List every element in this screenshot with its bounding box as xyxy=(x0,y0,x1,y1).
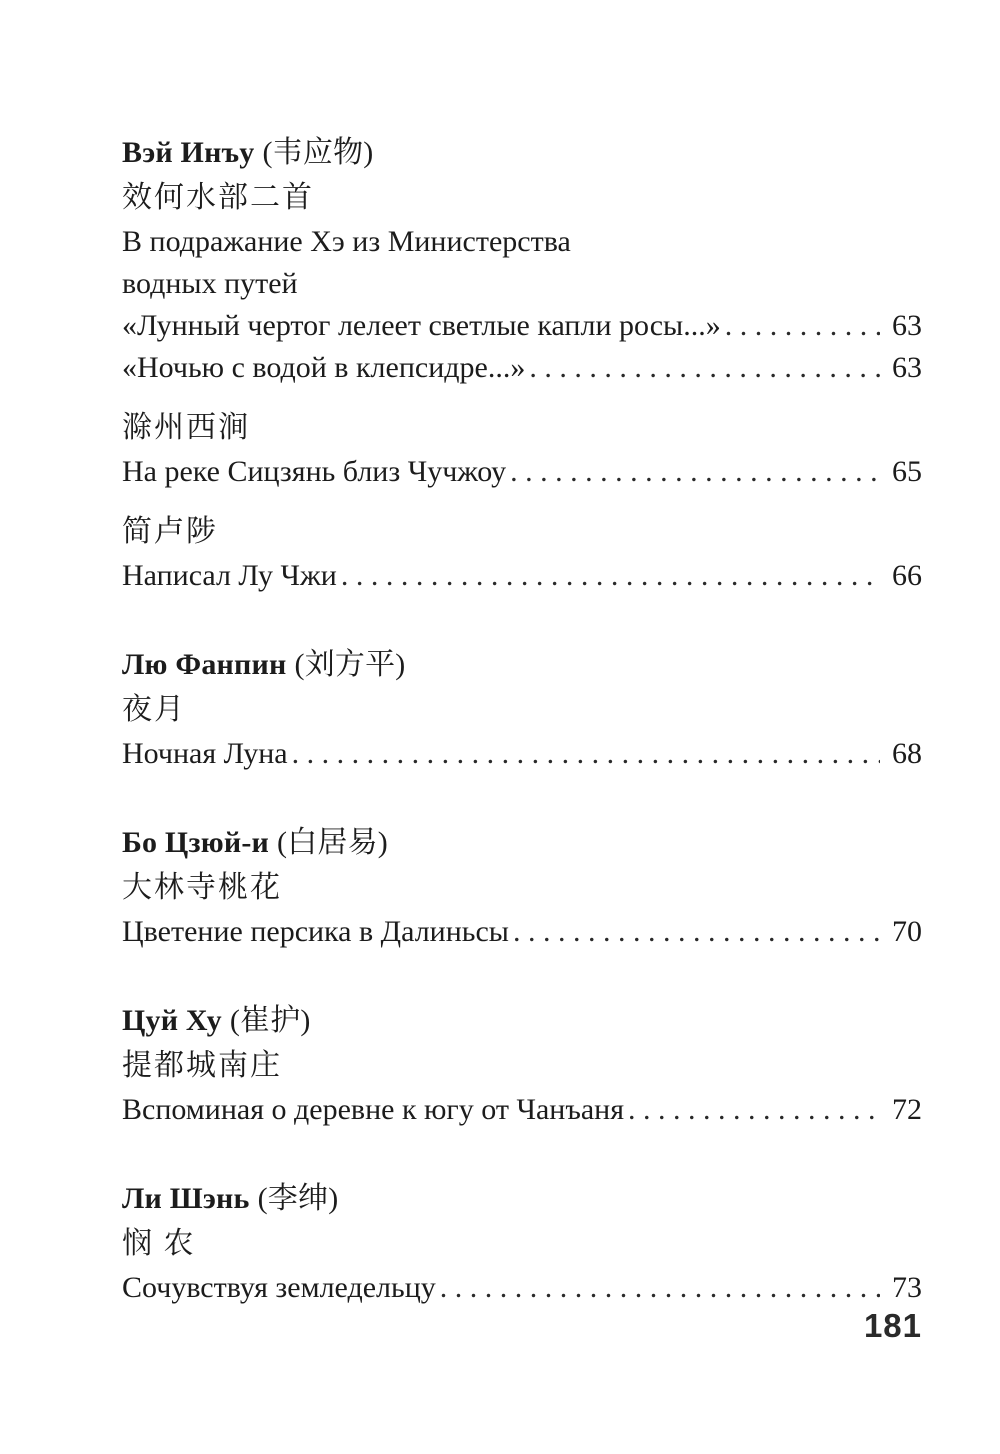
author-section xyxy=(122,1177,922,1309)
entry-title: Вспоминая о деревне к югу от Чанъаня xyxy=(122,1093,625,1126)
poem-chinese-title: 夜月 xyxy=(122,693,186,726)
toc-entry[interactable] xyxy=(122,451,922,493)
author-heading xyxy=(122,999,922,1043)
poem-title-line: В подражание Хэ из Министерства xyxy=(122,225,571,258)
entry-title: «Ночью с водой в клепсидре...» xyxy=(122,351,526,384)
author-name: Лю Фанпин xyxy=(122,648,287,681)
poem-chinese-title: 效何水部二首 xyxy=(122,181,314,214)
author-hanzi: (李绅) xyxy=(257,1182,339,1215)
toc-entry[interactable] xyxy=(122,555,922,597)
entry-title: «Лунный чертог лелеет светлые капли росы...» xyxy=(122,309,721,342)
entry-page-number: 68 xyxy=(892,737,922,770)
toc-entry[interactable] xyxy=(122,347,922,389)
entry-title: На реке Сицзянь близ Чучжоу xyxy=(122,455,507,488)
author-section xyxy=(122,821,922,953)
toc-entry[interactable] xyxy=(122,911,922,953)
leader-dots xyxy=(628,1089,880,1131)
toc-entry[interactable] xyxy=(122,1089,922,1131)
leader-dots xyxy=(510,451,880,493)
author-hanzi: (崔护) xyxy=(229,1004,311,1037)
author-name: Бо Цзюй-и xyxy=(122,826,270,859)
leader-dots xyxy=(529,347,880,389)
poem-chinese-title: 悯 农 xyxy=(122,1227,196,1260)
entry-page-number: 65 xyxy=(892,455,922,488)
poem-chinese-title: 提都城南庄 xyxy=(122,1049,282,1082)
author-hanzi: (韦应物) xyxy=(262,136,374,169)
toc-entry[interactable] xyxy=(122,1267,922,1309)
poem-chinese-title: 滁州西涧 xyxy=(122,411,250,444)
author-heading xyxy=(122,131,922,175)
entry-page-number: 73 xyxy=(892,1271,922,1304)
author-hanzi: (白居易) xyxy=(277,826,388,859)
author-section xyxy=(122,999,922,1131)
entry-page-number: 63 xyxy=(892,309,922,342)
entry-page-number: 72 xyxy=(892,1093,922,1126)
entry-page-number: 70 xyxy=(892,915,922,948)
leader-dots xyxy=(440,1267,880,1309)
author-section xyxy=(122,131,922,597)
author-section xyxy=(122,643,922,775)
author-heading xyxy=(122,1177,922,1221)
toc-entry[interactable] xyxy=(122,305,922,347)
entry-title: Сочувствуя земледельцу xyxy=(122,1271,436,1304)
author-name: Вэй Инъу xyxy=(122,136,255,169)
entry-title: Ночная Луна xyxy=(122,737,288,770)
author-name: Ли Шэнь xyxy=(122,1182,250,1215)
entry-title: Цветение персика в Далиньсы xyxy=(122,915,509,948)
entry-page-number: 66 xyxy=(892,559,922,592)
poem-title-line: водных путей xyxy=(122,267,298,300)
table-of-contents xyxy=(122,131,922,1309)
leader-dots xyxy=(292,733,880,775)
entry-page-number: 63 xyxy=(892,351,922,384)
author-heading xyxy=(122,643,922,687)
page-number: 181 xyxy=(863,1307,922,1344)
leader-dots xyxy=(513,911,880,953)
author-heading xyxy=(122,821,922,865)
poem-chinese-title: 简卢陟 xyxy=(122,515,218,548)
toc-entry[interactable] xyxy=(122,733,922,775)
poem-chinese-title: 大林寺桃花 xyxy=(122,871,282,904)
entry-title: Написал Лу Чжи xyxy=(122,559,337,592)
leader-dots xyxy=(341,555,880,597)
author-name: Цуй Ху xyxy=(122,1004,222,1037)
leader-dots xyxy=(725,305,880,347)
author-hanzi: (刘方平) xyxy=(294,648,406,681)
